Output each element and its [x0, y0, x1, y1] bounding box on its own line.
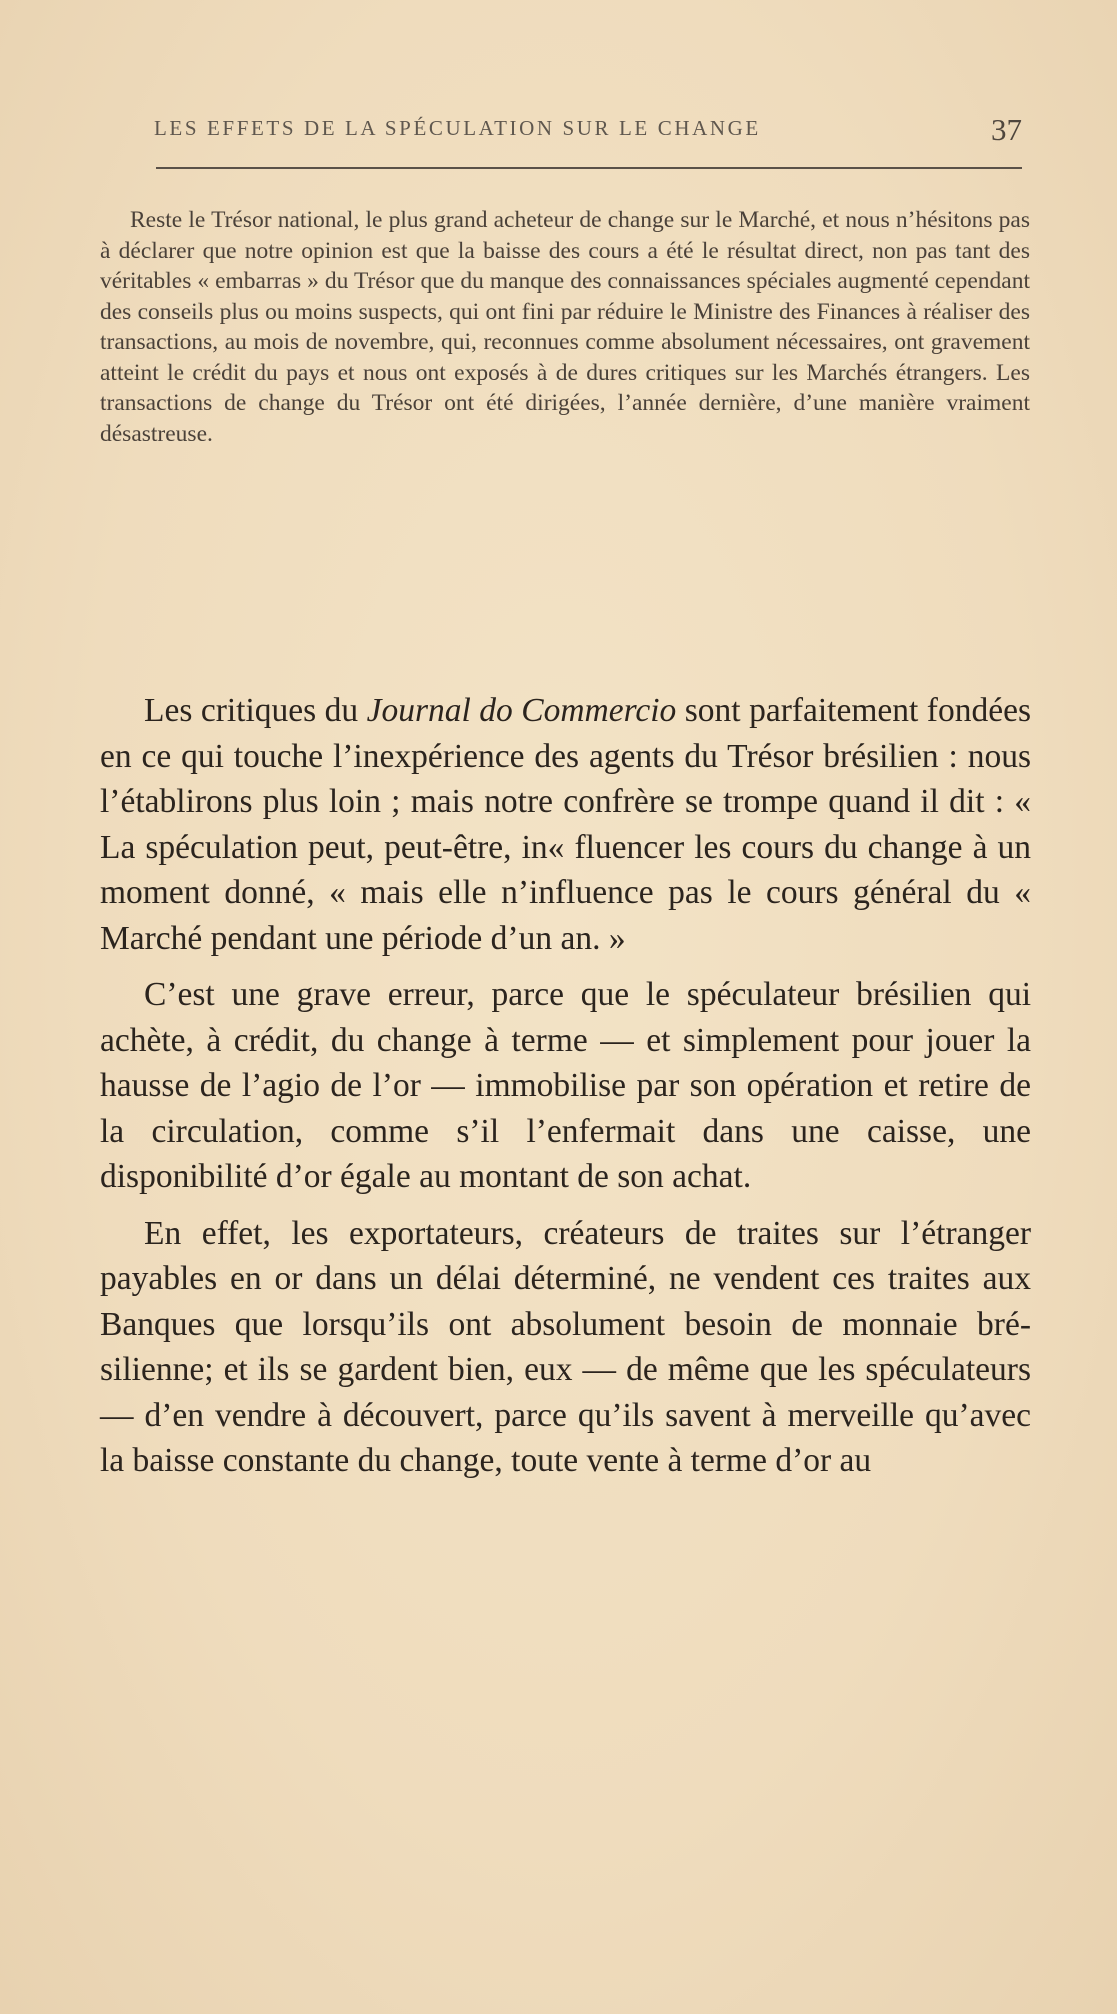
- paragraph-journal-critique: [100, 688, 1031, 961]
- journal-title: Journal do Commercio: [366, 692, 677, 729]
- paragraph-1-lead: Les critiques du: [144, 692, 367, 729]
- running-title: LES EFFETS DE LA SPÉCULATION SUR LE CHANGE: [154, 116, 761, 140]
- paragraph-exportateurs: En effet, les exportateurs, créateurs de traites sur l’étranger payables en or dans un délai déterminé, ne vendent ces traites aux Banques que lorsqu’ils ont absolument besoin de monnaie brésilienne; et ils se gardent bien, eux — de même que les spéculateurs — d’en vendre à découvert, parce qu’ils savent à merveille qu’avec la baisse constante du change, toute vente à terme d’or au: [100, 1214, 1031, 1479]
- quoted-passage: Reste le Trésor national, le plus grand acheteur de change sur le Marché, et nous n’hésitons pas à déclarer que notre opinion est que la baisse des cours a été le résultat direct, non pas tant des véritables « embarras » du Trésor que du manque des connaissances spéciales augmenté cependant des conseils plus ou moins suspects, qui ont fini par réduire le Ministre des Finances à réaliser des transactions, au mois de novembre, qui, reconnues comme absolument nécessaires, ont gravement atteint le crédit du pays et nous ont exposés à de dures critiques sur les Marchés étrangers. Les transactions de change du Trésor ont été dirigées, l’année dernière, d’une manière vraiment désastreuse.: [100, 207, 1030, 447]
- paragraph-grave-erreur: C’est une grave erreur, parce que le spéculateur brésilien qui achète, à crédit, du change à terme — et simplement pour jouer la hausse de l’agio de l’or — immobilise par son opération et retire de la circulation, comme s’il l’enfermait dans une caisse, une disponibilité d’or égale au montant de son achat.: [100, 976, 1031, 1195]
- page-header: [150, 112, 1022, 152]
- header-rule: [156, 167, 1022, 169]
- page-number: 37: [991, 112, 1022, 147]
- paragraph-1-rest: sont parfaitement fondées en ce qui touche l’inexpérience des agents du Trésor brésilien : nous l’établirons plus loin ; mais notre confrère se trompe quand il dit : « La spéculation peut, peut-être, in« fluencer les cours du change à un moment donné, « mais elle n’influence pas le cours général du « Marché pendant une période d’un an. »: [100, 692, 1031, 957]
- main-text: [100, 688, 1031, 1484]
